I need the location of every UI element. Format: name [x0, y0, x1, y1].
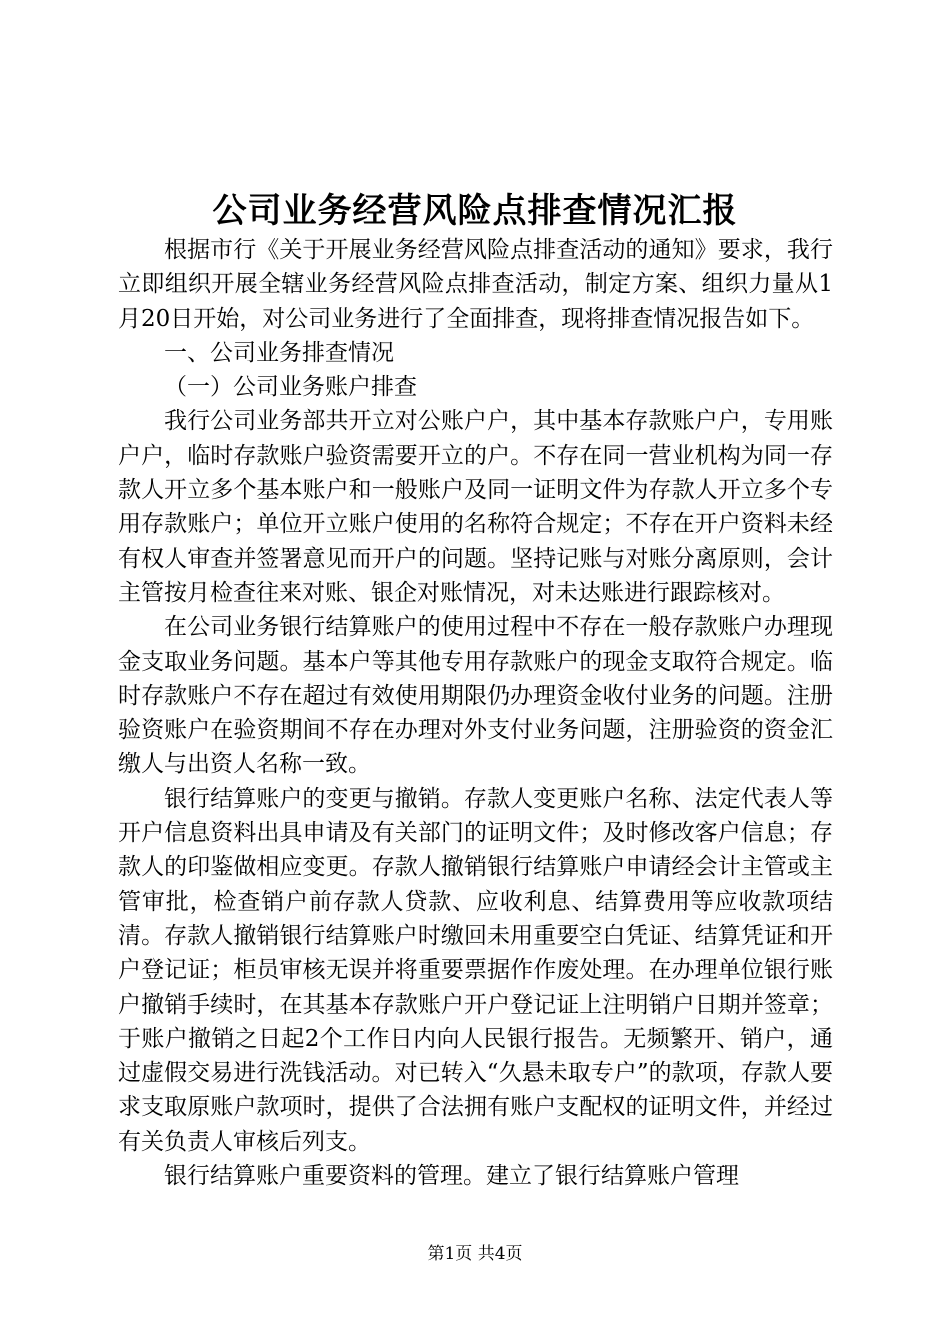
paragraph-accounts-change: 银行结算账户的变更与撤销。存款人变更账户名称、法定代表人等开户信息资料出具申请及有关部门的证明文件；及时修改客户信息；存款人的印鉴做相应变更。存款人撤销银行结算账户申请经会计主管或主管审批，检查销户前存款人贷款、应收利息、结算费用等应收款项结清。存款人撤销银行结算账户时缴回未用重要空白凭证、结算凭证和开户登记证；柜员审核无误并将重要票据作作废处理。在办理单位银行账户撤销手续时，在其基本存款账户开户登记证上注明销户日期并签章；于账户撤销之日起2个工作日内向人民银行报告。无频繁开、销户，通过虚假交易进行洗钱活动。对已转入“久悬未取专户”的款项，存款人要求支取原账户款项时，提供了合法拥有账户支配权的证明文件，并经过有关负责人审核后列支。: [118, 785, 833, 1155]
paragraph-accounts-opening: 我行公司业务部共开立对公账户户，其中基本存款账户户，专用账户户，临时存款账户验资需要开立的户。不存在同一营业机构为同一存款人开立多个基本账户和一般账户及同一证明文件为存款人开立多个专用存款账户；单位开立账户使用的名称符合规定；不存在开户资料未经有权人审查并签署意见而开户的问题。坚持记账与对账分离原则，会计主管按月检查往来对账、银企对账情况，对未达账进行跟踪核对。: [118, 408, 833, 606]
subsection-heading-1: （一）公司业务账户排查: [164, 374, 417, 401]
page-footer: 第1页 共4页: [427, 1244, 523, 1264]
document-title: 公司业务经营风险点排查情况汇报: [212, 191, 738, 231]
section-heading-1: 一、公司业务排查情况: [164, 339, 394, 366]
document-body: [118, 233, 833, 1193]
paragraph-intro: 根据市行《关于开展业务经营风险点排查活动的通知》要求，我行立即组织开展全辖业务经营风险点排查活动，制定方案、组织力量从1月20日开始，对公司业务进行了全面排查，现将排查情况报告如下。: [118, 237, 833, 332]
paragraph-accounts-records: 银行结算账户重要资料的管理。建立了银行结算账户管理: [164, 1163, 739, 1190]
paragraph-accounts-usage: 在公司业务银行结算账户的使用过程中不存在一般存款账户办理现金支取业务问题。基本户等其他专用存款账户的现金支取符合规定。临时存款账户不存在超过有效使用期限仍办理资金收付业务的问题。注册验资账户在验资期间不存在办理对外支付业务问题，注册验资的资金汇缴人与出资人名称一致。: [118, 614, 833, 778]
